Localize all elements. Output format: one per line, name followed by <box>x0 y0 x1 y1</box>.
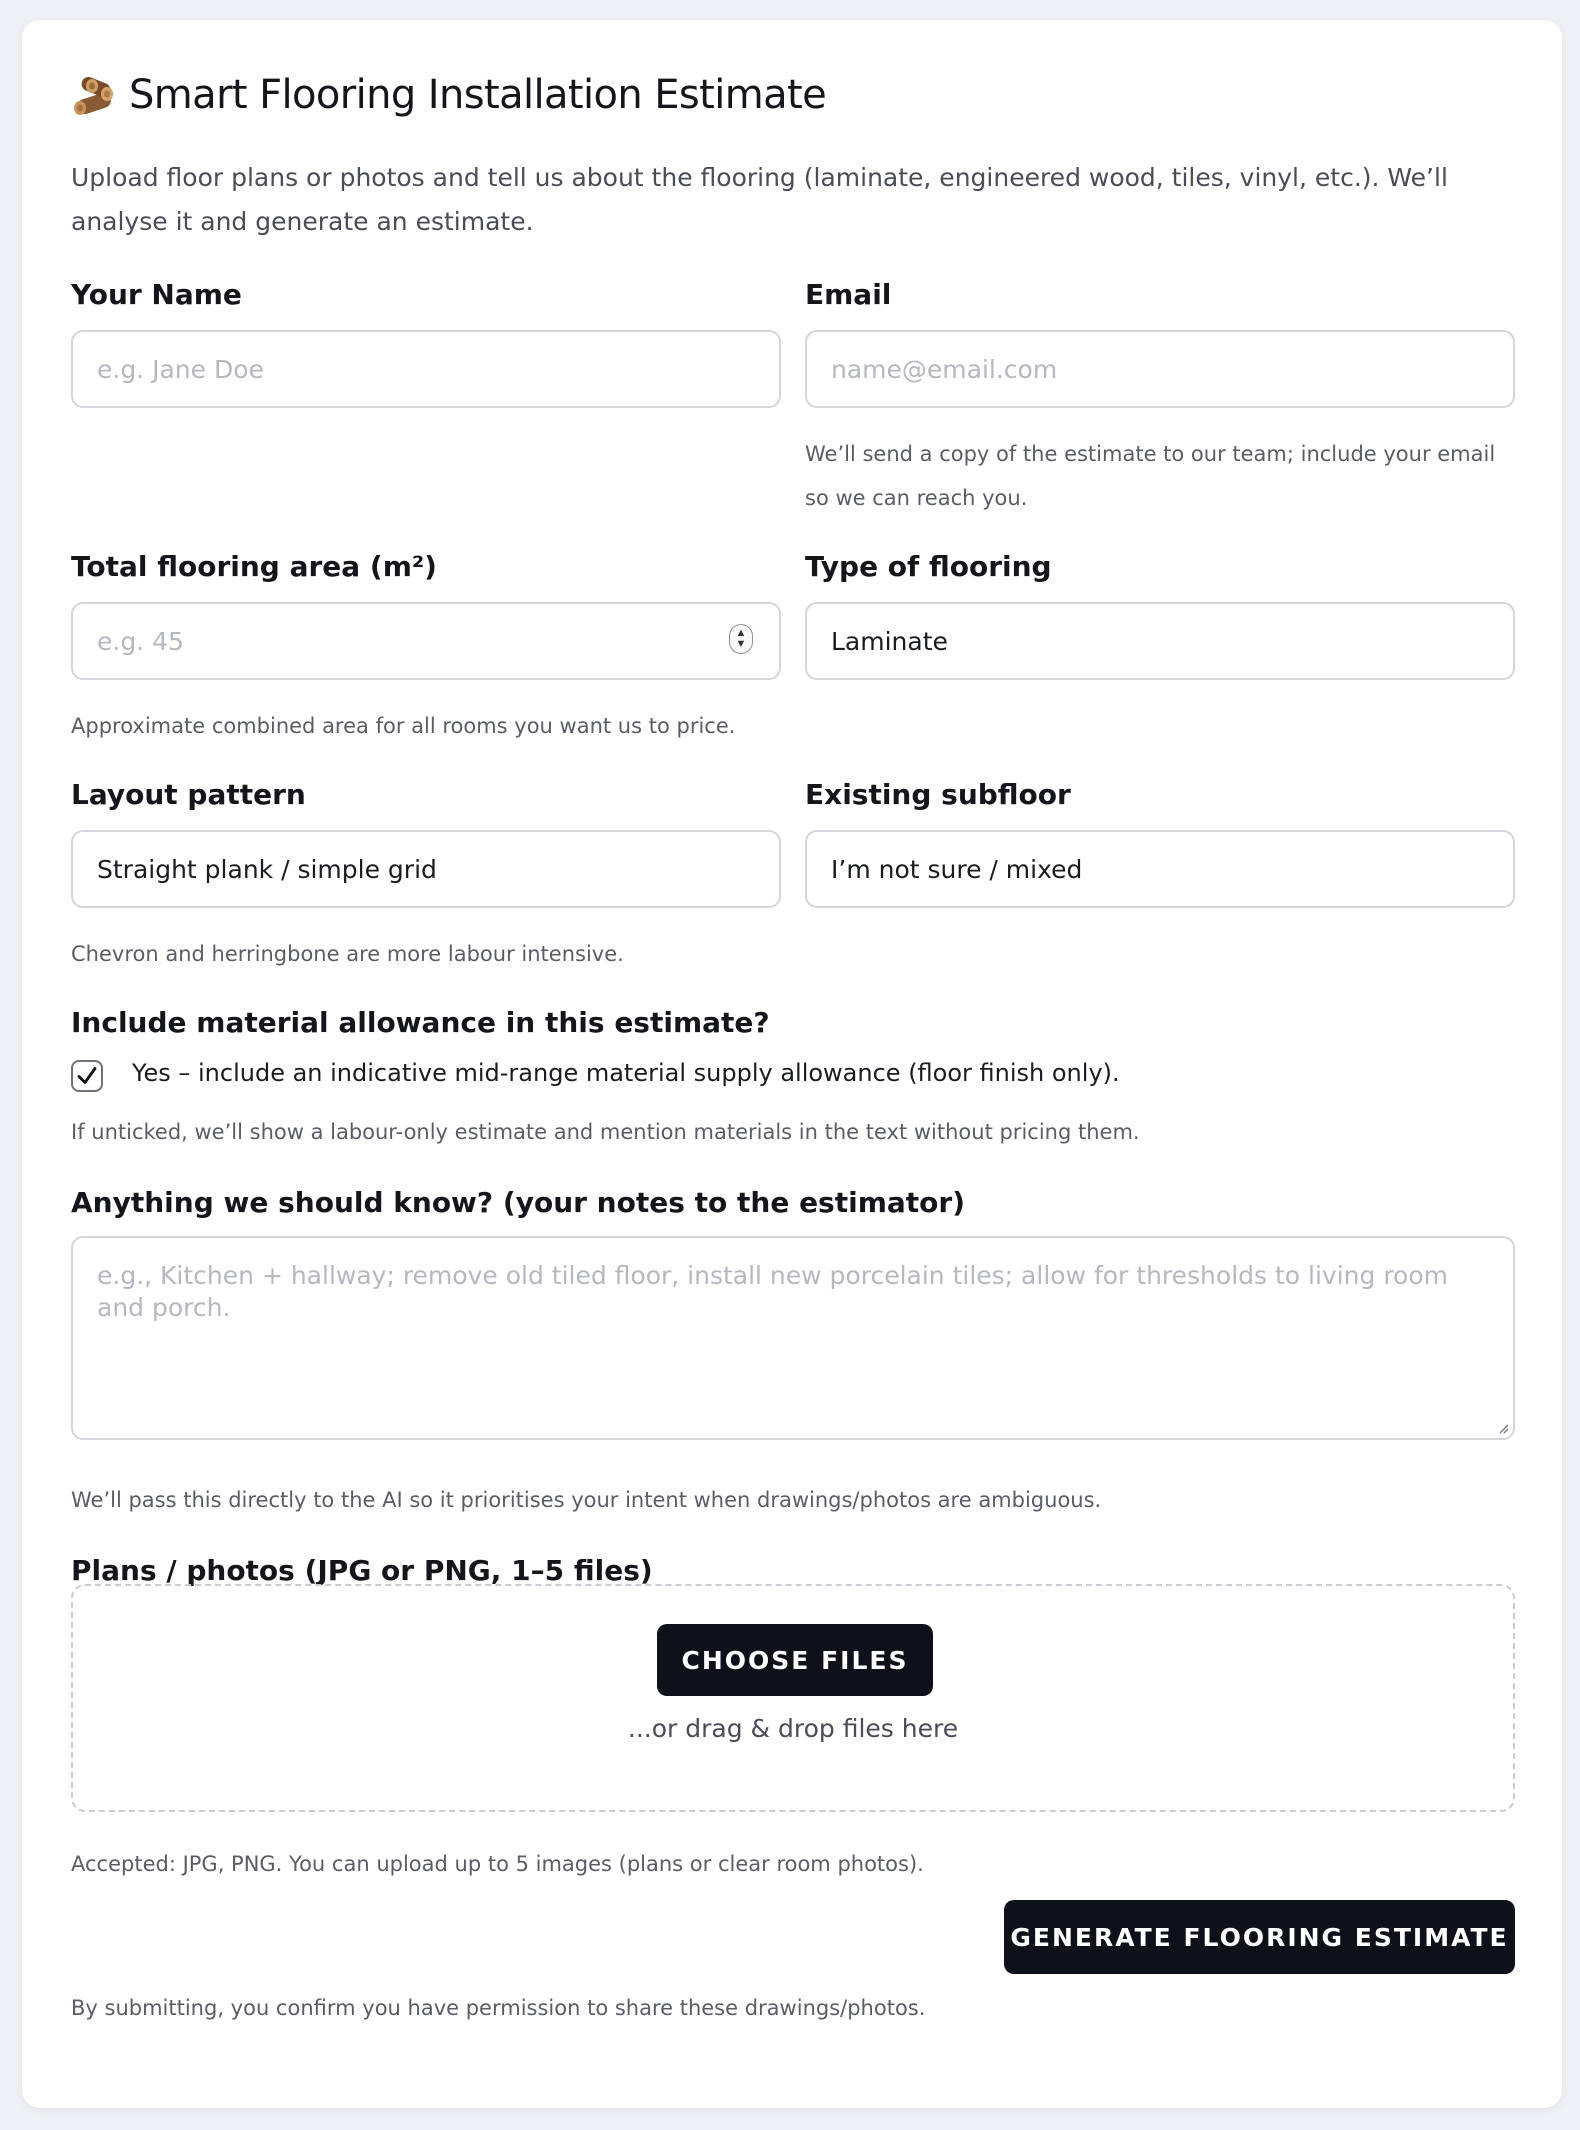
material-allowance-option-label[interactable]: Yes – include an indicative mid-range material supply allowance (floor finish only). <box>132 1059 1120 1087</box>
notes-wrapper <box>71 1236 1515 1440</box>
subfloor-value: I’m not sure / mixed <box>831 854 1083 884</box>
notes-textarea[interactable] <box>71 1236 1515 1440</box>
upload-label: Plans / photos (JPG or PNG, 1–5 files) <box>71 1554 653 1587</box>
material-allowance-help: If unticked, we’ll show a labour-only estimate and mention materials in the text without pricing them. <box>71 1120 1140 1144</box>
flooring-type-select[interactable] <box>805 602 1515 680</box>
email-help: We’ll send a copy of the estimate to our team; include your email so we can reach you. <box>805 442 1496 510</box>
material-allowance-label: Include material allowance in this estimate? <box>71 1006 770 1039</box>
stepper-up-icon[interactable]: ▲ <box>735 627 747 639</box>
file-dropzone[interactable] <box>71 1584 1515 1812</box>
flooring-type-value: Laminate <box>831 626 948 656</box>
wood-logs-icon <box>71 70 117 120</box>
upload-help: Accepted: JPG, PNG. You can upload up to 5 images (plans or clear room photos). <box>71 1852 924 1876</box>
checkmark-icon <box>76 1065 98 1087</box>
subfloor-label: Existing subfloor <box>805 778 1071 811</box>
area-field-wrapper <box>71 602 781 680</box>
estimate-form-card <box>22 20 1562 2108</box>
email-input[interactable] <box>805 330 1515 408</box>
layout-pattern-help: Chevron and herringbone are more labour intensive. <box>71 942 624 966</box>
choose-files-button[interactable]: CHOOSE FILES <box>657 1624 933 1696</box>
stepper-down-icon[interactable]: ▼ <box>735 638 747 650</box>
name-label: Your Name <box>71 278 242 311</box>
page-subtitle: Upload floor plans or photos and tell us about the flooring (laminate, engineered wood, tiles, vinyl, etc.). We’ll analyse it and generate an estimate. <box>71 163 1448 236</box>
resize-handle-icon[interactable] <box>1497 1422 1509 1434</box>
generate-estimate-button[interactable]: GENERATE FLOORING ESTIMATE <box>1004 1900 1515 1974</box>
area-help: Approximate combined area for all rooms you want us to price. <box>71 714 736 738</box>
page-header <box>71 70 826 120</box>
layout-pattern-select[interactable] <box>71 830 781 908</box>
notes-help: We’ll pass this directly to the AI so it prioritises your intent when drawings/photos are ambiguous. <box>71 1488 1102 1512</box>
email-label: Email <box>805 278 892 311</box>
name-input[interactable] <box>71 330 781 408</box>
area-input[interactable] <box>71 602 781 680</box>
notes-label: Anything we should know? (your notes to the estimator) <box>71 1186 966 1219</box>
footer-note: By submitting, you confirm you have permission to share these drawings/photos. <box>71 1996 926 2020</box>
area-label: Total flooring area (m²) <box>71 550 437 583</box>
material-allowance-checkbox[interactable] <box>71 1060 103 1092</box>
page-title: Smart Flooring Installation Estimate <box>129 72 827 118</box>
dropzone-text: ...or drag & drop files here <box>627 1714 959 1743</box>
flooring-type-label: Type of flooring <box>805 550 1052 583</box>
quantity-stepper[interactable] <box>729 624 753 654</box>
subfloor-select[interactable] <box>805 830 1515 908</box>
layout-pattern-label: Layout pattern <box>71 778 306 811</box>
layout-pattern-value: Straight plank / simple grid <box>97 854 437 884</box>
